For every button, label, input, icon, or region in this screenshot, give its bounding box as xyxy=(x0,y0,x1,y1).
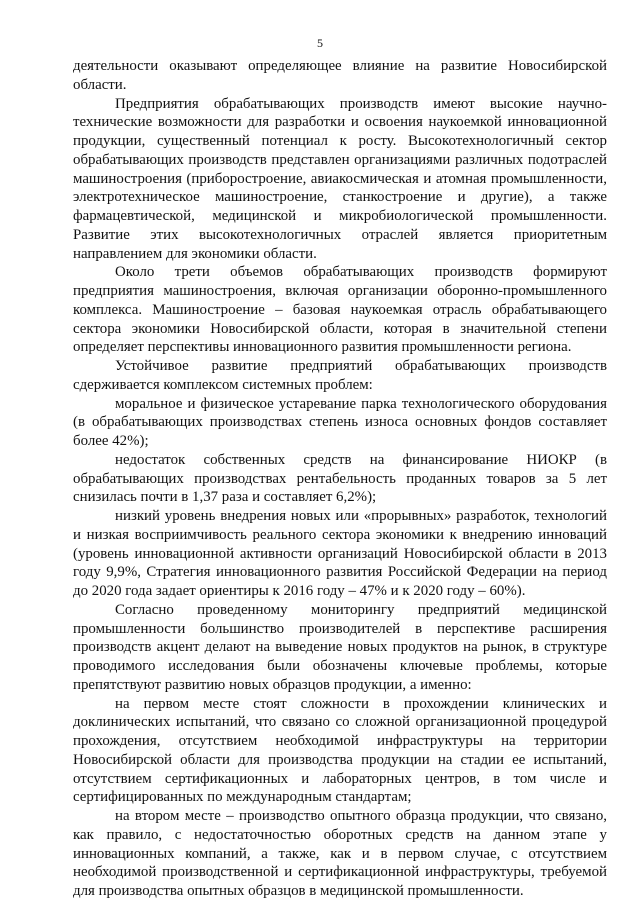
paragraph-continuation: деятельности оказывают определяющее влияние на развитие Новосибирской области. xyxy=(73,58,607,93)
page-number: 5 xyxy=(317,36,323,50)
list-item-prototype-production: на втором месте – производство опытного образца продукции, что связано, как правило, с недостаточностью оборотных средств на данном этапе у инновационных компаний, а также, как и в первом случае, с отсутствием необходимой производственной и сертификационной инфраструктуры, требуемой для производства опытных образцов в медицинской промышленности. xyxy=(73,808,607,899)
paragraph-systemic-problems-intro: Устойчивое развитие предприятий обрабатывающих производств сдерживается комплексом системных проблем: xyxy=(73,358,607,393)
list-item-clinical-trials: на первом месте стоят сложности в прохождении клинических и доклинических испытаний, что связано со сложной организационной процедурой прохождения, отсутствием необходимой инфраструктуры на территории Новосибирской области для производства продукции на стадии ее испытаний, отсутствием сертификационных и лабораторных центров, в том числе и сертифицированных по международным стандартам; xyxy=(73,695,607,806)
document-body xyxy=(73,57,607,901)
paragraph-manufacturing-potential: Предприятия обрабатывающих производств имеют высокие научно-технические возможности для разработки и освоения наукоемкой инновационной продукции, существенный потенциал к росту. Высокотехнологичный сектор обрабатывающих производств представлен организациями различных подотраслей машиностроения (приборостроение, авиакосмическая и атомная промышленности, электротехническое машиностроение, станкостроение и другие), а также фармацевтической, медицинской и микробиологической промышленности. Развитие этих высокотехнологичных отраслей является приоритетным направлением для экономики области. xyxy=(73,95,607,262)
paragraph-mechanical-engineering: Около трети объемов обрабатывающих производств формируют предприятия машиностроения, включая организации оборонно-промышленного комплекса. Машиностроение – базовая наукоемкая отрасль обрабатывающего сектора экономики Новосибирской области, которая в значительной степени определяет перспективы инновационного развития промышленности региона. xyxy=(73,264,607,356)
list-item-equipment-aging: моральное и физическое устаревание парка технологического оборудования (в обрабатывающих производствах степень износа основных фондов составляет более 42%); xyxy=(73,395,607,449)
list-item-rnd-funding: недостаток собственных средств на финансирование НИОКР (в обрабатывающих производствах рентабельность проданных товаров за 5 лет снизилась почти в 1,37 раза и составляет 6,2%); xyxy=(73,451,607,506)
paragraph-medical-industry: Согласно проведенному мониторингу предприятий медицинской промышленности большинство производителей в перспективе расширения производств акцент делают на выведение новых продуктов на рынок, в структуре проводимого исследования были обозначены ключевые проблемы, которые препятствуют развитию новых образцов продукции, а именно: xyxy=(73,601,607,693)
list-item-innovation-level: низкий уровень внедрения новых или «прорывных» разработок, технологий и низкая восприимчивость реального сектора экономики к внедрению инноваций (уровень инновационной активности организаций Новосибирской области в 2013 году 9,9%, Стратегия инновационного развития Российской Федерации на период до 2020 года задает ориентиры к 2016 году – 47% и к 2020 году – 60%). xyxy=(73,508,607,599)
